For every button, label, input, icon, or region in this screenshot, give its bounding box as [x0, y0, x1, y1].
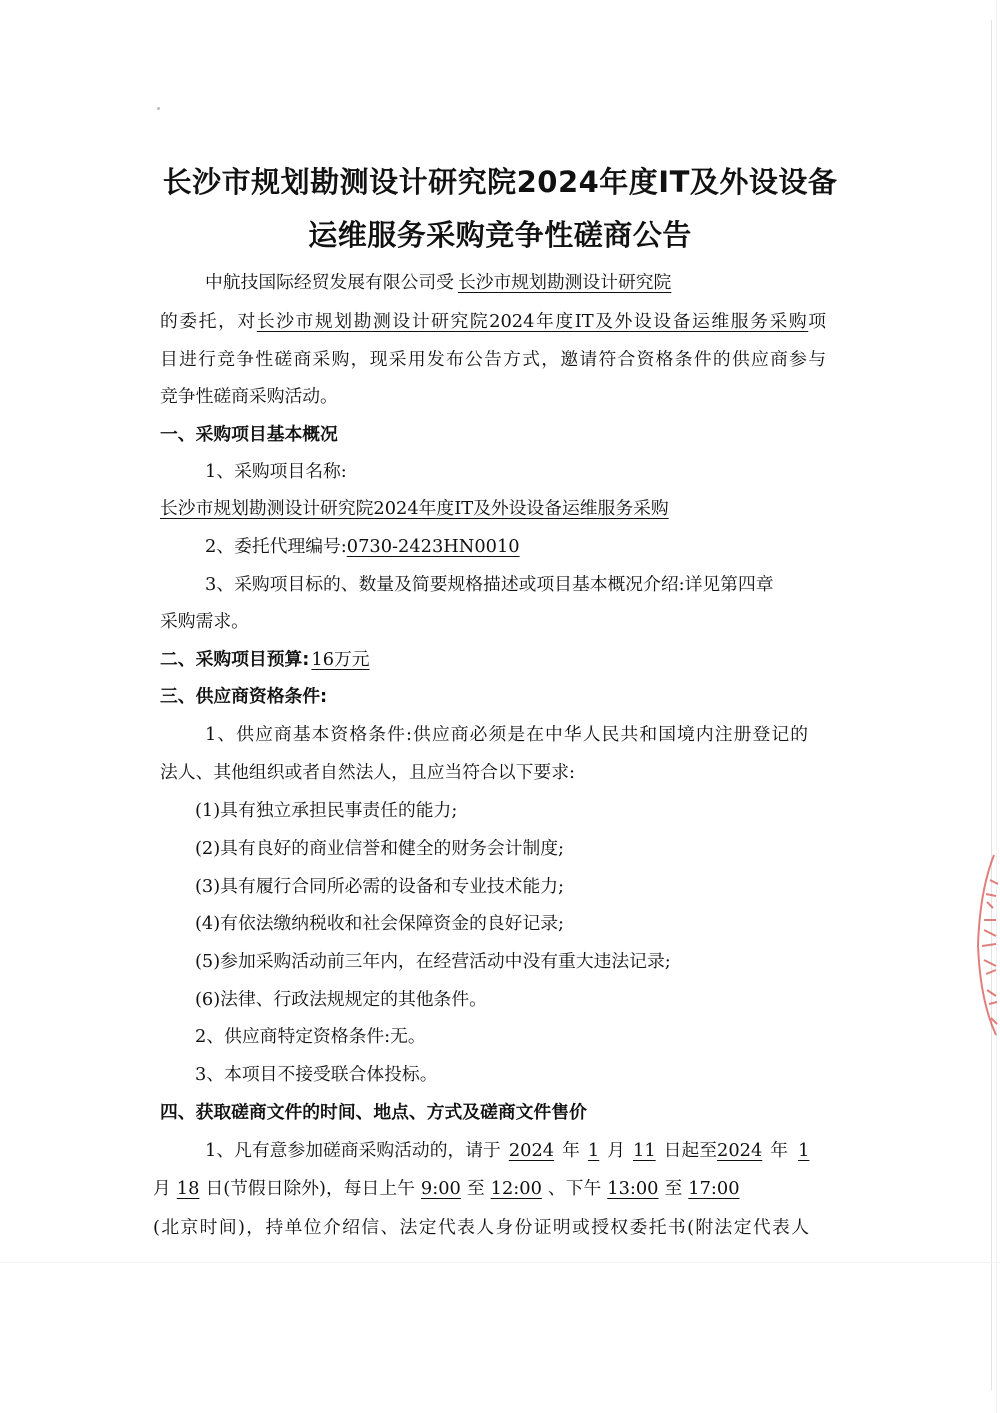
time-line-3: (北京时间)，持单位介绍信、法定代表人身份证明或授权委托书(附法定代表人 — [153, 1217, 809, 1238]
intro-line-4: 竞争性磋商采购活动。 — [160, 386, 338, 407]
client-name: 长沙市规划勘测设计研究院 — [457, 272, 672, 293]
time-text: 月 — [607, 1140, 626, 1161]
requirement-item: (5)参加采购活动前三年内，在经营活动中没有重大违法记录; — [195, 951, 671, 972]
item-label: 1、采购项目名称: — [205, 461, 347, 482]
qual-text: 3、本项目不接受联合体投标。 — [195, 1064, 438, 1085]
agency-code-line — [205, 536, 520, 558]
official-seal-stamp — [960, 850, 1000, 1040]
intro-line-2 — [160, 311, 826, 333]
time-text: 年 — [770, 1140, 789, 1161]
intro-line-3: 目进行竞争性磋商采购，现采用发布公告方式，邀请符合资格条件的供应商参与 — [160, 349, 826, 370]
requirement-item: (6)法律、行政法规规定的其他条件。 — [195, 989, 487, 1010]
time-text: 月 — [153, 1178, 171, 1199]
page-subtitle: 运维服务采购竞争性磋商公告 — [308, 218, 692, 252]
project-name: 长沙市规划勘测设计研究院2024年度IT及外设设备运维服务采购 — [256, 311, 809, 332]
time-line-1 — [205, 1140, 819, 1162]
end-day: 18 — [176, 1178, 200, 1199]
time-line-2 — [153, 1178, 746, 1200]
start-month: 1 — [587, 1140, 600, 1161]
requirement-item: (2)具有良好的商业信誉和健全的财务会计制度; — [195, 838, 565, 859]
project-name-value: 长沙市规划勘测设计研究院2024年度IT及外设设备运维服务采购 — [160, 498, 669, 519]
section-heading: 二、采购项目预算: — [160, 649, 310, 670]
item-text: 采购需求。 — [160, 611, 249, 632]
time-text: 至 — [664, 1178, 683, 1199]
am-start: 9:00 — [420, 1178, 461, 1199]
item-text: 3、采购项目标的、数量及简要规格描述或项目基本概况介绍:详见第四章 — [205, 574, 774, 595]
end-year: 2024 — [717, 1140, 763, 1161]
time-text: 年 — [562, 1140, 580, 1161]
requirement-item: (3)具有履行合同所必需的设备和专业技术能力; — [195, 876, 565, 897]
section-heading: 四、获取磋商文件的时间、地点、方式及磋商文件售价 — [160, 1102, 587, 1123]
section-heading: 一、采购项目基本概况 — [160, 424, 338, 445]
time-text: 、下午 — [547, 1178, 602, 1199]
scan-edge-line — [996, 0, 997, 1413]
am-end: 12:00 — [490, 1178, 542, 1199]
page-fold-line — [0, 1262, 1000, 1263]
qual-text: 法人、其他组织或者自然法人，且应当符合以下要求: — [160, 762, 575, 783]
time-text: 1、凡有意参加磋商采购活动的，请于 — [205, 1140, 501, 1161]
start-day: 11 — [633, 1140, 656, 1161]
budget-line — [160, 649, 370, 671]
qual-text: 1、供应商基本资格条件:供应商必须是在中华人民共和国境内注册登记的 — [205, 724, 808, 745]
agency-code: 0730-2423HN0010 — [346, 536, 520, 557]
time-text: 日起至 — [663, 1140, 718, 1161]
pm-start: 13:00 — [607, 1178, 659, 1199]
budget-value: 16万元 — [311, 649, 370, 670]
page-title: 长沙市规划勘测设计研究院2024年度IT及外设设备 — [162, 165, 838, 199]
item-label: 2、委托代理编号: — [205, 536, 347, 557]
intro-text: 的委托，对 — [160, 311, 257, 332]
end-month: 1 — [798, 1140, 810, 1161]
agency-name: 中航技国际经贸发展有限公司受 — [205, 272, 454, 293]
scan-speck — [157, 107, 160, 110]
pm-end: 17:00 — [688, 1178, 740, 1199]
time-text: 至 — [466, 1178, 485, 1199]
requirement-item: (4)有依法缴纳税收和社会保障资金的良好记录; — [195, 913, 565, 934]
start-year: 2024 — [508, 1140, 555, 1161]
time-text: 日(节假日除外)，每日上午 — [205, 1178, 415, 1199]
qual-text: 2、供应商特定资格条件:无。 — [195, 1026, 426, 1047]
section-heading: 三、供应商资格条件: — [160, 686, 328, 707]
intro-text: 项 — [808, 311, 826, 332]
intro-line-1 — [205, 272, 671, 294]
requirement-item: (1)具有独立承担民事责任的能力; — [195, 800, 458, 821]
